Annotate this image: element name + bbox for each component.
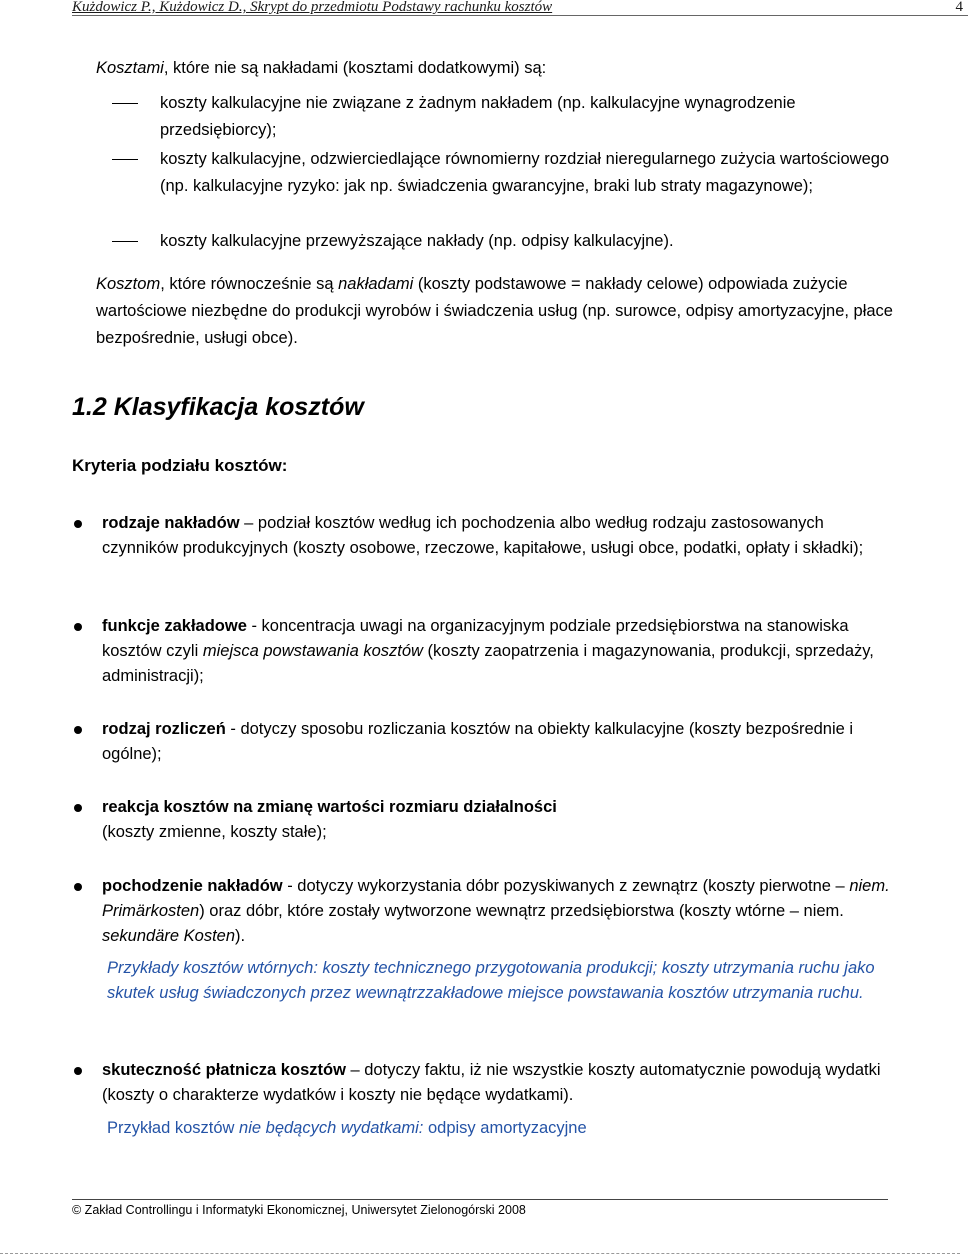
bullet-italic-2: sekundäre Kosten [102, 927, 236, 945]
intro-rest: , które nie są nakładami (kosztami dodatkowymi) są: [163, 59, 547, 77]
bullet-marker [74, 1067, 82, 1075]
bullet-text: - dotyczy sposobu rozliczania kosztów na obiekty kalkulacyjne (koszty bezpośrednie i ogólne); [102, 720, 854, 763]
section-title: 1.2 Klasyfikacja kosztów [72, 393, 364, 421]
intro-lead: Kosztami [96, 59, 164, 77]
bullet-text: – podział kosztów według ich pochodzenia albo według rodzaju zastosowanych czynników produkcyjnych (koszty osobowe, rzeczowe, kapitałowe, usługi obce, podatki, opłaty i składki); [102, 514, 864, 557]
bullet-term: reakcja kosztów na zmianę wartości rozmiaru działalności [102, 798, 557, 816]
bullet-text: - koncentracja uwagi na organizacyjnym podziale przedsiębiorstwa na stanowiska kosztów czyli [102, 617, 849, 660]
para2-d: (koszty podstawowe = nakłady celowe) odpowiada zużycie wartościowe niezbędne do produkcji wyrobów i świadczenia usług (np. surowce, odpisy amortyzacyjne, płace bezpośrednie, usługi obce). [96, 275, 893, 347]
bullet-marker [74, 804, 82, 812]
bullet-marker [74, 726, 82, 734]
bullet-term: rodzaj rozliczeń [102, 720, 226, 738]
bullet-term: rodzaje nakładów [102, 514, 240, 532]
bullet-item-2 [102, 614, 892, 689]
bullet-term: skuteczność płatnicza kosztów [102, 1061, 346, 1079]
bullet-item-5 [102, 874, 892, 949]
dash-item-3 [160, 228, 900, 255]
page-separator [0, 1253, 960, 1254]
dash-marker [112, 159, 138, 160]
bullet-item-1 [102, 511, 892, 561]
bullet-text: – dotyczy faktu, iż nie wszystkie koszty automatycznie powodują wydatki (koszty o charakterze wydatków i koszty nie będące wydatkami). [102, 1061, 881, 1104]
header-rule [72, 15, 968, 16]
example2-b: nie będących wydatkami: [239, 1119, 424, 1137]
bullet-item-3 [102, 717, 892, 767]
para2-b: , które równocześnie są [160, 275, 339, 293]
header-title: Kużdowicz P., Kużdowicz D., Skrypt do przedmiotu Podstawy rachunku kosztów [72, 0, 553, 15]
criteria-title: Kryteria podziału kosztów: [72, 456, 288, 475]
costs-paragraph [96, 271, 906, 352]
example2-c: odpisy amortyzacyjne [423, 1119, 587, 1137]
dash-item-text: koszty kalkulacyjne przewyższające nakłady (np. odpisy kalkulacyjne). [160, 232, 674, 250]
bullet-item-4 [102, 795, 892, 845]
dash-marker [112, 103, 138, 104]
bullet-marker [74, 883, 82, 891]
bullet-term: funkcje zakładowe [102, 617, 247, 635]
bullet-marker [74, 623, 82, 631]
dash-item-text: koszty kalkulacyjne, odzwierciedlające równomierny rozdział nieregularnego zużycia wartościowego (np. kalkulacyjne ryzyko: jak np. świadczenia gwarancyjne, braki lub straty magazynowe); [160, 150, 890, 195]
example-non-expense-costs [107, 1116, 887, 1141]
dash-item-2 [160, 146, 900, 200]
bullet-text: - dotyczy wykorzystania dóbr pozyskiwanych z zewnątrz (koszty pierwotne – [282, 877, 850, 895]
intro-sentence [96, 56, 546, 80]
example2-a: Przykład kosztów [107, 1119, 240, 1137]
bullet-text-3: ). [235, 927, 246, 945]
bullet-italic: miejsca powstawania kosztów [202, 642, 423, 660]
bullet-italic: niem. Primärkosten [102, 877, 890, 920]
bullet-term: pochodzenie nakładów [102, 877, 283, 895]
dash-item-text: koszty kalkulacyjne nie związane z żadnym nakładem (np. kalkulacyjne wynagrodzenie przedsiębiorcy); [160, 94, 796, 139]
bullet-text-2: (koszty zaopatrzenia i magazynowania, produkcji, sprzedaży, administracji); [102, 642, 874, 685]
bullet-text-2: ) oraz dóbr, które zostały wytworzone wewnątrz przedsiębiorstwa (koszty wtórne – niem. [199, 902, 844, 920]
footer-rule [72, 1199, 888, 1200]
example-secondary-costs [107, 956, 887, 1006]
footer-copyright: © Zakład Controllingu i Informatyki Ekonomicznej, Uniwersytet Zielonogórski 2008 [72, 1203, 526, 1217]
dash-item-1 [160, 90, 900, 144]
para2-c: nakładami [338, 275, 414, 293]
bullet-text: (koszty zmienne, koszty stałe); [102, 823, 327, 841]
dash-marker [112, 241, 138, 242]
page-number: 4 [955, 0, 963, 15]
para2-a: Kosztom [96, 275, 161, 293]
bullet-marker [74, 520, 82, 528]
bullet-item-6 [102, 1058, 892, 1108]
example-text: Przykłady kosztów wtórnych: koszty technicznego przygotowania produkcji; koszty utrzymania ruchu jako skutek usług świadczonych przez wewnątrzzakładowe miejsce powstawania kosztów utrzymania ruchu. [107, 959, 875, 1002]
